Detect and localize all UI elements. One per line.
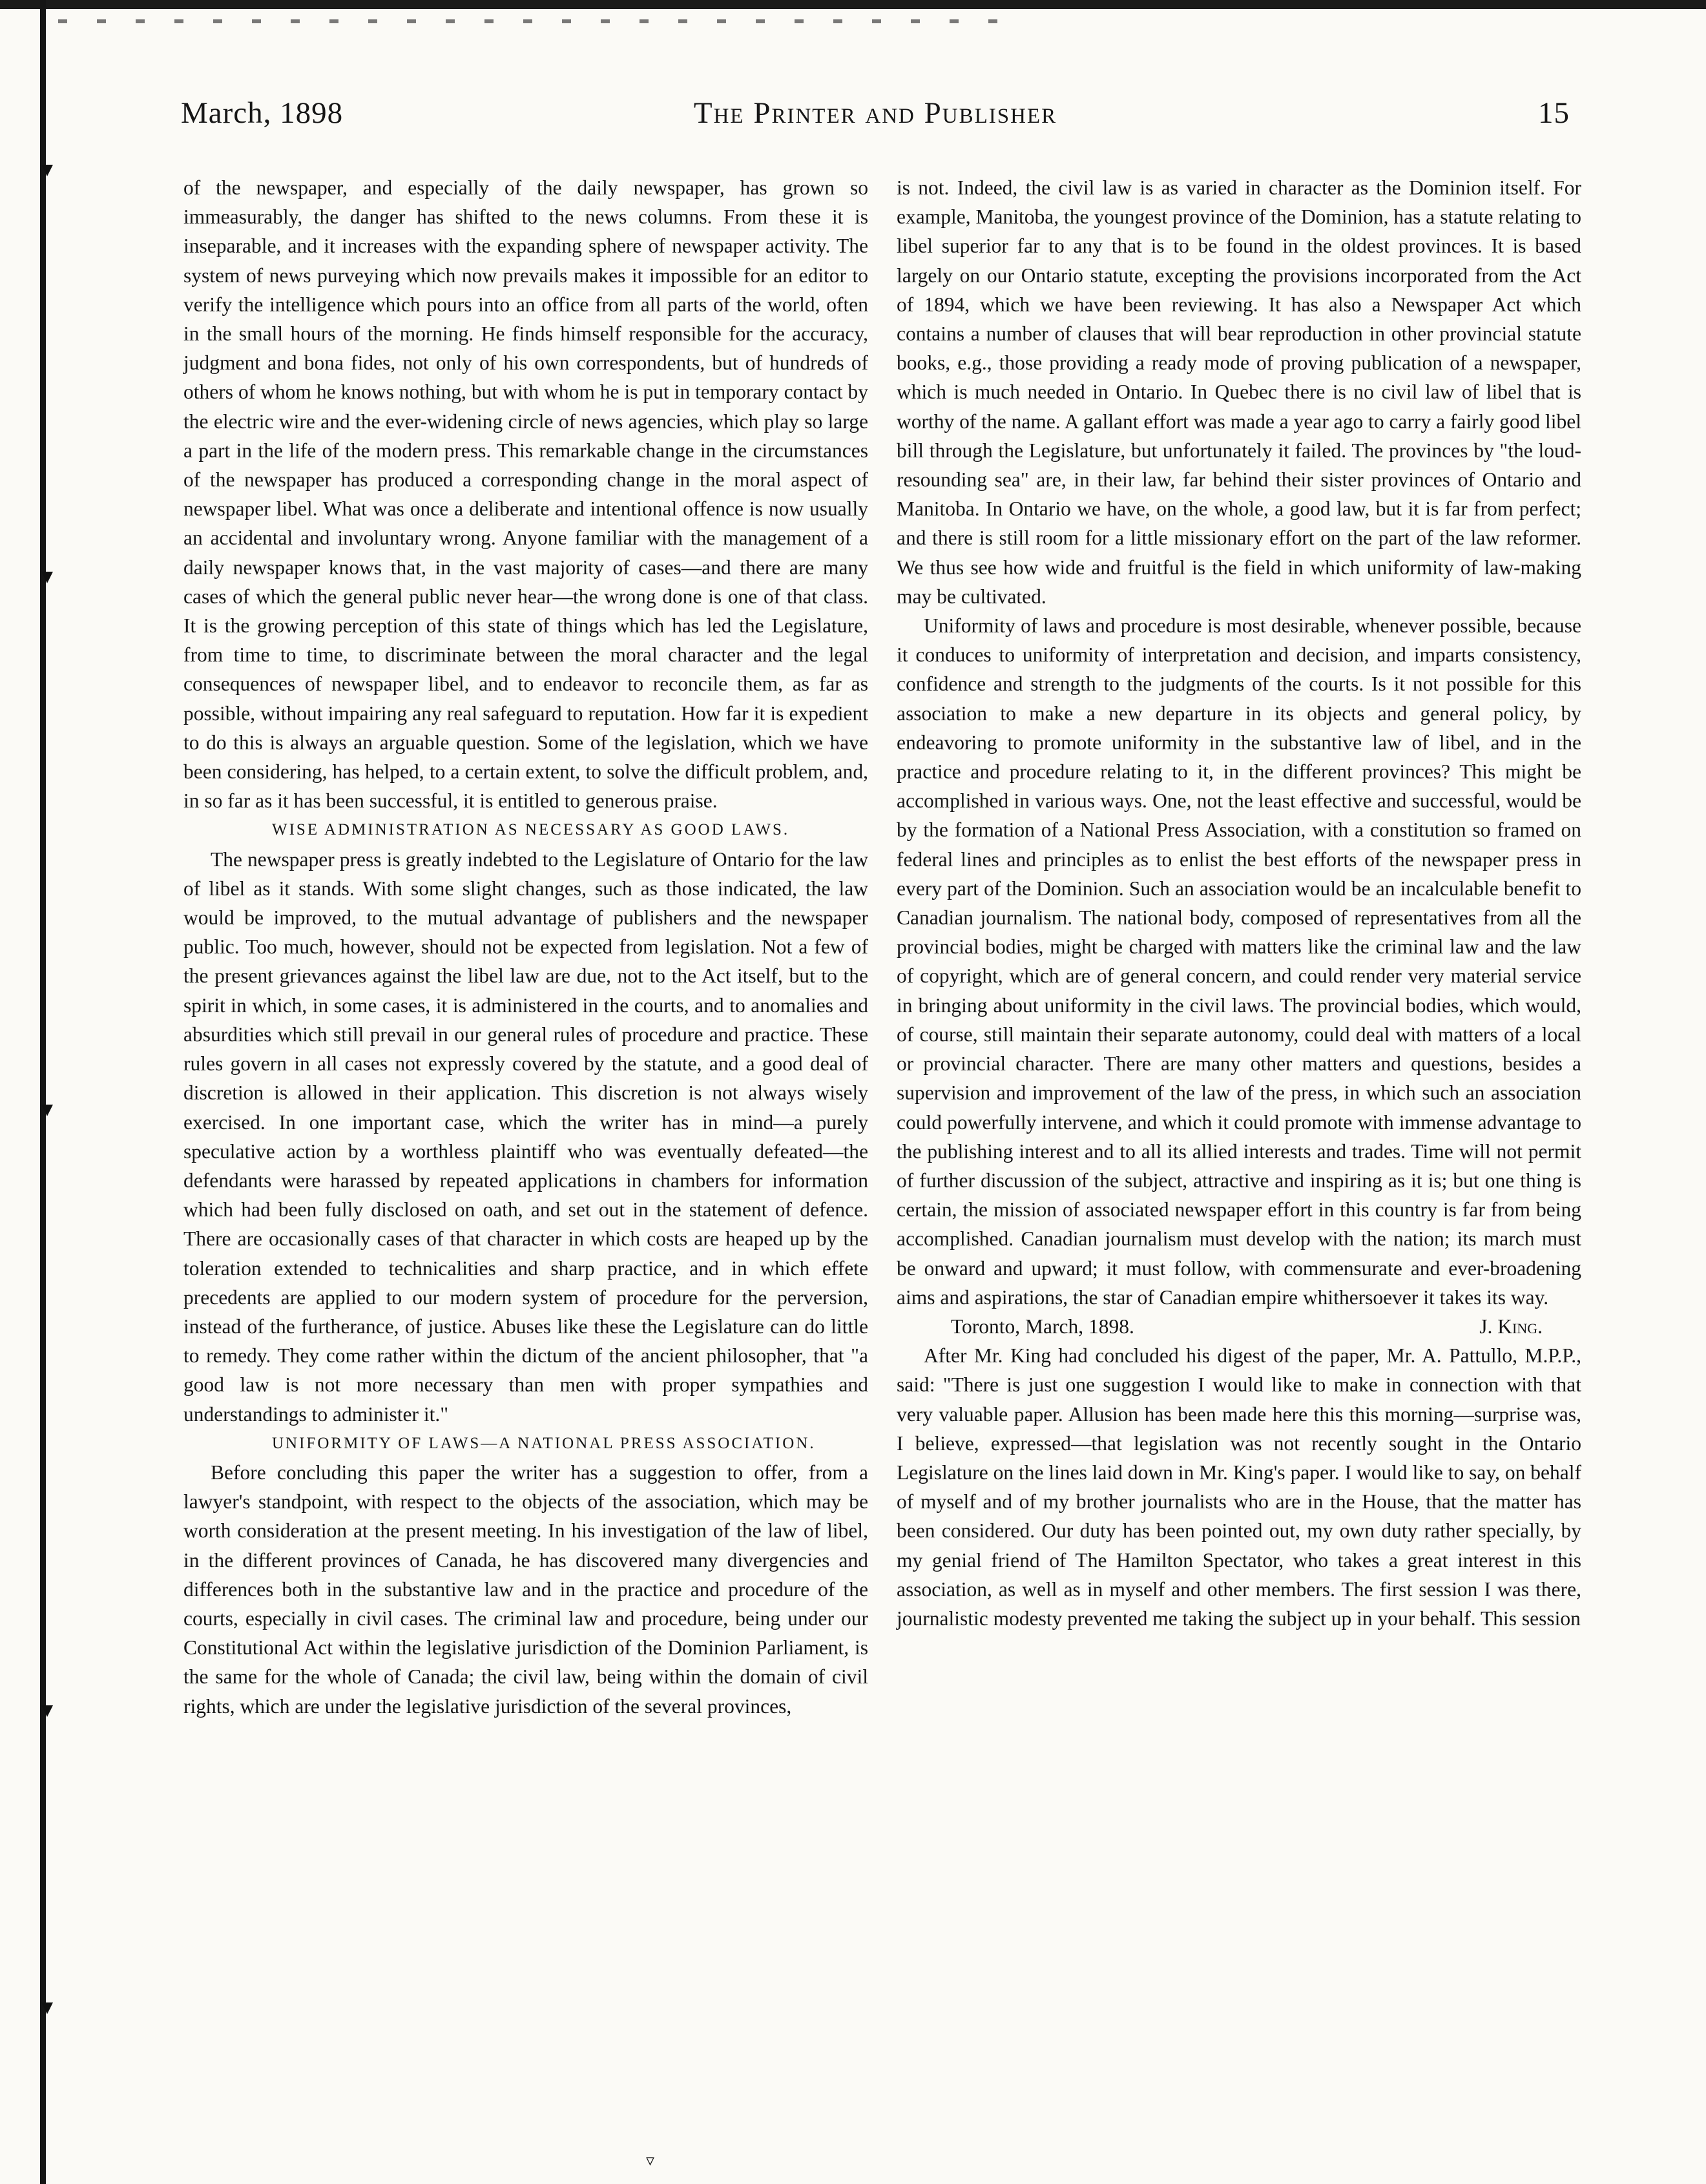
binding-tick — [37, 2002, 53, 2015]
section-heading: UNIFORMITY OF LAWS—A NATIONAL PRESS ASSOCIATION. — [272, 1434, 816, 1452]
running-header — [181, 96, 1570, 141]
left-column — [183, 173, 868, 1721]
footer-mark: ▿ — [646, 2151, 655, 2170]
paragraph: of the newspaper, and especially of the daily newspaper, has grown so immeasurably, the danger has shifted to the news columns. From these it is inseparable, and it increases with the expanding sphere of newspaper activity. The system of news purveying which now prevails makes it impossible for an editor to verify the intelligence which pours into an office from all parts of the world, often in the small hours of the morning. He finds himself responsible for the accuracy, judgment and bona fides, not only of his own correspondents, but of hundreds of others of whom he knows nothing, but with whom he is put in temporary contact by the electric wire and the ever-widening circle of news agencies, which play so large a part in the life of the modern press. This remarkable change in the circumstances of the newspaper has produced a corresponding change in the moral aspect of newspaper libel. What was once a deliberate and intentional offence is now usually an accidental and involuntary wrong. Anyone familiar with the management of a daily newspaper knows that, in the vast majority of cases—and there are many cases of which the general public never hear—the wrong done is one of that class. It is the growing perception of this state of things which has led the Legislature, from time to time, to discriminate between the moral character and the legal consequences of newspaper libel, and to endeavor to reconcile them, as far as possible, without impairing any real safeguard to reputation. How far it is expedient to do this is always an arguable question. Some of the legislation, which we have been considering, has helped, to a certain extent, to solve the difficult problem, and, in so far as it has been successful, it is entitled to generous praise. — [183, 176, 868, 813]
signature-place-date: Toronto, March, 1898. — [951, 1315, 1134, 1338]
signature-line — [897, 1312, 1581, 1341]
paragraph: Before concluding this paper the writer has a suggestion to offer, from a lawyer's standpoint, with respect to the objects of the association, which may be worth consideration at the present meeting. In his investigation of the law of libel, in the different provinces of Canada, he has discovered many divergencies and differences both in the substantive law and in the practice and procedure of the courts, especially in civil cases. The criminal law and procedure, being under our Constitutional Act within the legislative jurisdiction of the Dominion Parliament, is the same for the whole of Canada; the civil law, being within the domain of civil rights, which are under the legislative jurisdiction of the several provinces, — [183, 1461, 868, 1718]
paragraph: is not. Indeed, the civil law is as varied in character as the Dominion itself. For example, Manitoba, the youngest province of the Dominion, has a statute relating to libel superior far to any that is to be found in the oldest provinces. It is based largely on our Ontario statute, excepting the provisions incorporated from the Act of 1894, which we have been reviewing. It has also a Newspaper Act which contains a number of clauses that will bear reproduction in other provincial statute books, e.g., those providing a ready mode of proving publication of a newspaper, which is much needed in Ontario. In Quebec there is no civil law of libel that is worthy of the name. A gallant effort was made a year ago to carry a fairly good libel bill through the Legislature, but unfortunately it failed. The provinces by "the loud-resounding sea" are, in their law, far behind their sister provinces of Ontario and Manitoba. In Ontario we have, on the whole, a good law, but it is far from perfect; and there is still room for a little missionary effort on the part of the law reformer. We thus see how wide and fruitful is the field in which uniformity of law-making may be cultivated. — [897, 176, 1581, 608]
signature-name: J. King. — [1479, 1315, 1543, 1338]
paragraph: The newspaper press is greatly indebted to the Legislature of Ontario for the law of libel as it stands. With some slight changes, such as those indicated, the law would be improved, to the mutual advantage of publishers and the newspaper public. Too much, however, should not be expected from legislation. Not a few of the present grievances against the libel law are due, not to the Act itself, but to the spirit in which, in some cases, it is administered in the courts, and to anomalies and absurdities which still prevail in our general rules of procedure and practice. These rules govern in all cases not expressly covered by the statute, and a good deal of discretion is allowed in their application. This discretion is not always wisely exercised. In one important case, which the writer has in mind—a purely speculative action by a worthless plaintiff who was eventually defeated—the defendants were harassed by repeated applications in chambers for information which had been fully disclosed on oath, and set out in the statement of defence. There are occasionally cases of that character in which costs are heaped up by the toleration extended to technicalities and sharp practice, and in which effete precedents are applied to our modern system of procedure for the perversion, instead of the furtherance, of justice. Abuses like these the Legislature can do little to remedy. They come rather within the dictum of the ancient philosopher, that "a good law is not more necessary than men with proper sympathies and understandings to administer it." — [183, 848, 868, 1426]
page-number: 15 — [1538, 96, 1570, 130]
issue-date: March, 1898 — [181, 96, 344, 130]
binding-tick — [37, 1705, 53, 1718]
binding-spine — [40, 0, 46, 2184]
journal-title: The Printer and Publisher — [693, 96, 1057, 130]
paragraph: Uniformity of laws and procedure is most desirable, whenever possible, because it conduces to uniformity of interpretation and decision, and imparts consistency, confidence and strength to the judgments of the courts. Is it not possible for this association to make a new departure in its objects and general policy, by endeavoring to promote uniformity in the substantive law of libel, and in the practice and procedure relating to it, in the different provinces? This might be accomplished in various ways. One, not the least effective and successful, would be by the formation of a National Press Association, with a constitution so framed on federal lines and principles as to enlist the best efforts of the newspaper press in every part of the Dominion. Such an association would be an incalculable benefit to Canadian journalism. The national body, composed of representatives from all the provincial bodies, might be charged with matters like the criminal law and the law of copyright, which are of general concern, and could render very material service in bringing about uniformity in the civil laws. The provincial bodies, which would, of course, still maintain their separate autonomy, could deal with matters of a local or provincial character. There are many other matters and questions, besides a supervision and improvement of the law of the press, in which such an association could powerfully intervene, and which it could promote with immense advantage to the publishing interest and to all its allied interests and trades. Time will not permit of further discussion of the subject, attractive and inspiring as it is; but one thing is certain, the mission of associated newspaper effort in this country is far from being accomplished. Canadian journalism must develop with the nation; its march must be onward and upward; it must follow, with commensurate and ever-broadening aims and aspirations, the star of Canadian empire whithersoever it takes its way. — [897, 614, 1581, 1309]
section-heading: WISE ADMINISTRATION AS NECESSARY AS GOOD LAWS. — [272, 821, 790, 839]
binding-tick — [37, 165, 53, 178]
binding-tick — [37, 1105, 53, 1118]
top-edge-bar — [0, 0, 1706, 9]
top-edge-specks — [58, 19, 1027, 23]
binding-tick — [37, 572, 53, 585]
paragraph: After Mr. King had concluded his digest of the paper, Mr. A. Pattullo, M.P.P., said: "There is just one suggestion I would like to make in connection with that very valuable paper. Allusion has been made here this this morning—surprise was, I believe, expressed—that legislation was not recently sought in the Ontario Legislature on the lines laid down in Mr. King's paper. I would like to say, on behalf of myself and of my brother journalists who are in the House, that the matter has been considered. Our duty has been pointed out, my own duty rather specially, by my genial friend of The Hamilton Spectator, who takes a great interest in this association, as well as in myself and other members. The first session I was there, journalistic modesty prevented me taking the subject up in your behalf. This session — [897, 1344, 1581, 1630]
right-column — [897, 173, 1581, 1633]
